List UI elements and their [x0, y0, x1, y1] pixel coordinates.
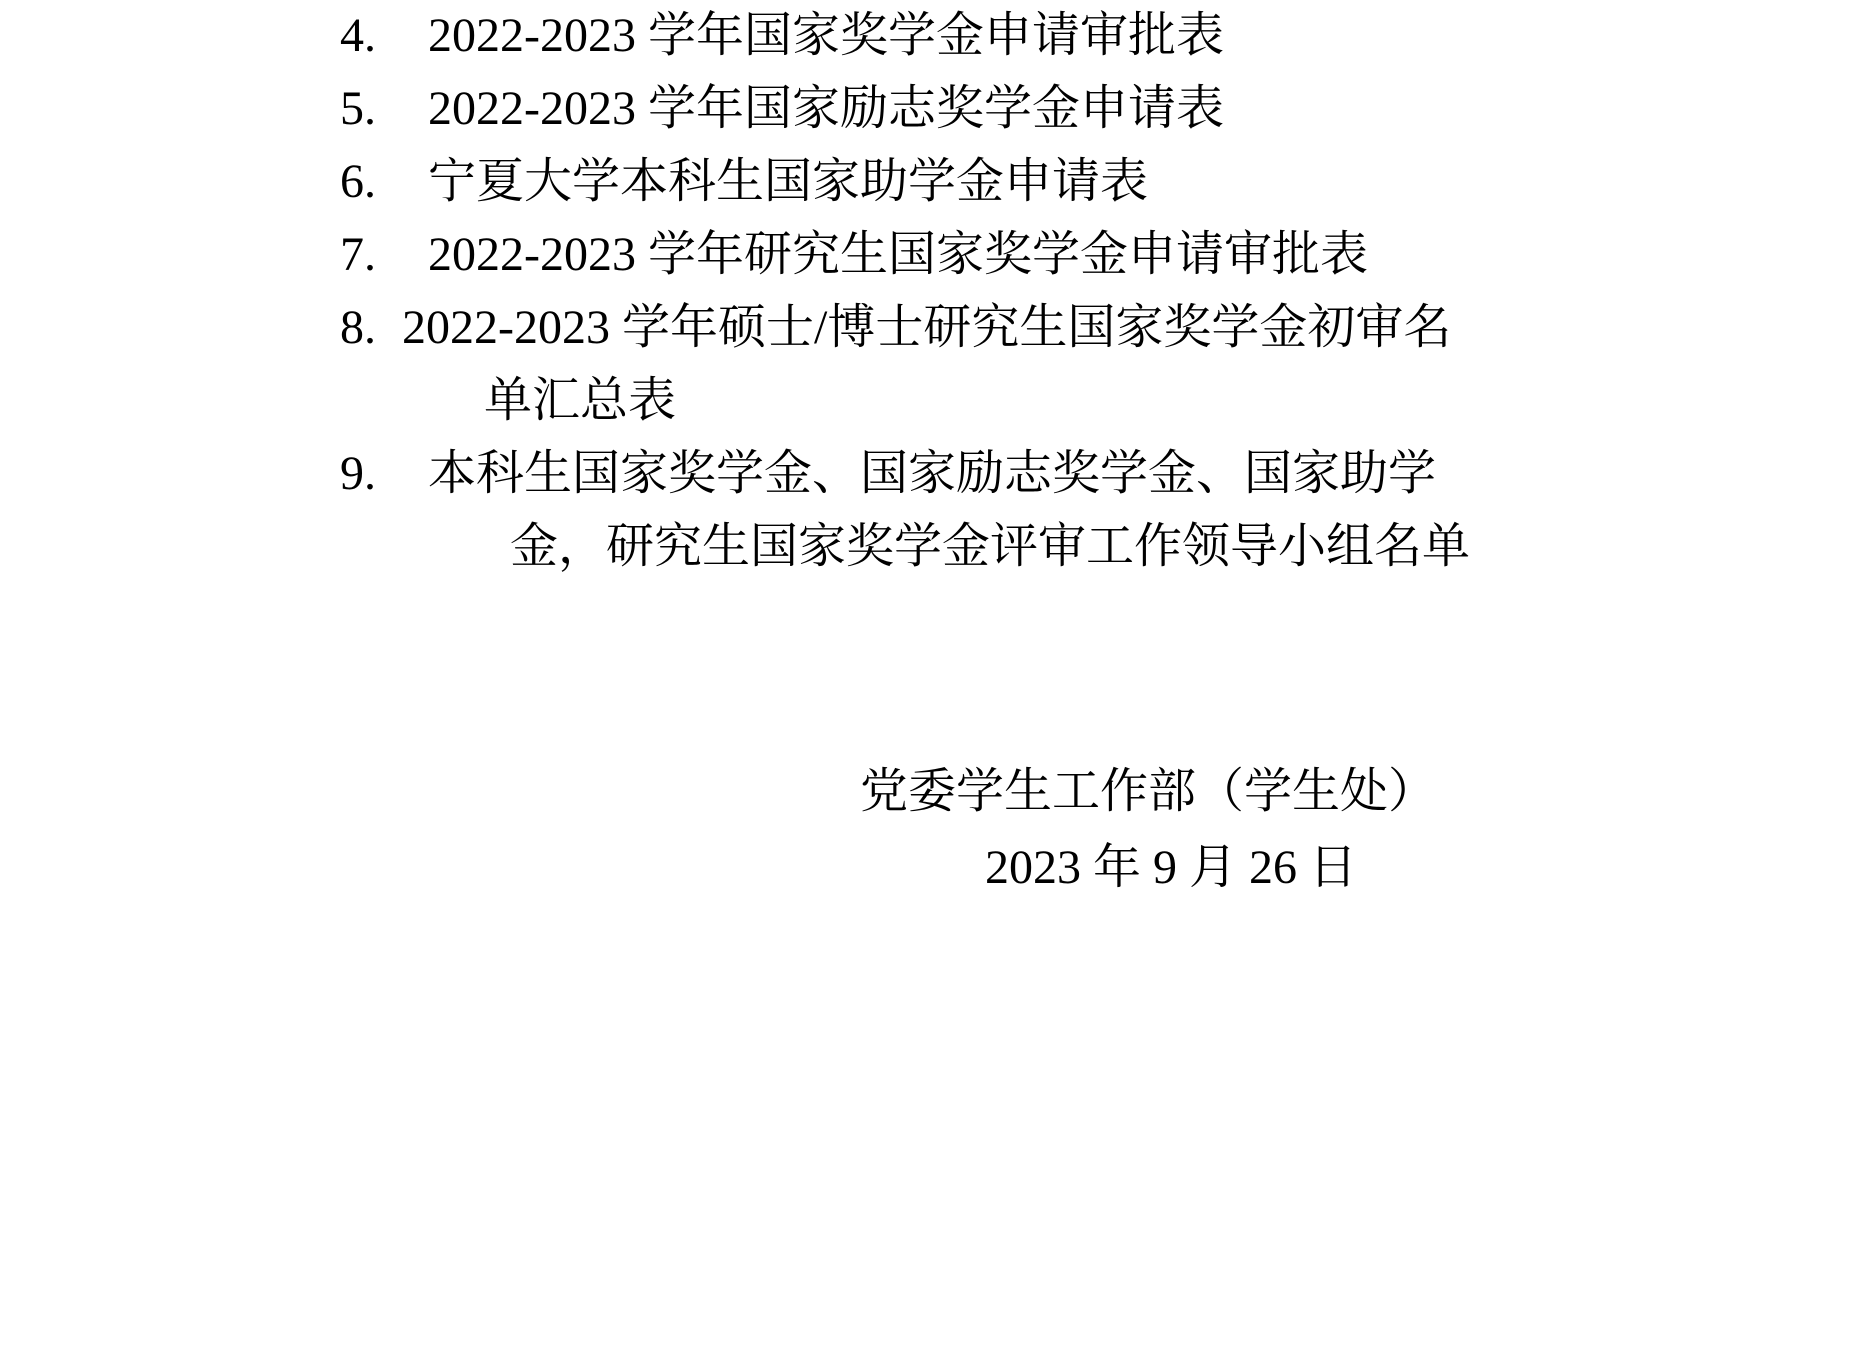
list-item — [0, 219, 1862, 292]
list-item-line-wrapped: 单汇总表 — [484, 373, 677, 427]
list-item-number: 7. — [340, 227, 376, 281]
list-item-label — [428, 438, 1470, 584]
attachment-list — [0, 0, 1862, 584]
list-item-number: 5. — [340, 81, 376, 135]
list-item — [0, 292, 1862, 438]
list-item-label — [402, 292, 1451, 438]
list-item-number: 4. — [340, 9, 376, 62]
list-item-number: 8. — [340, 300, 376, 354]
signature-date: 2023 年 9 月 26 日 — [985, 841, 1358, 895]
list-item — [0, 0, 1862, 73]
signature-block — [0, 754, 1862, 908]
list-item-line-wrapped: 金，研究生国家奖学金评审工作领导小组名单 — [510, 519, 1471, 573]
list-item-line: 2022-2023 学年硕士/博士研究生国家奖学金初审名 — [402, 300, 1452, 354]
list-item-line: 本科生国家奖学金、国家励志奖学金、国家助学 — [428, 446, 1437, 500]
list-item-number: 6. — [340, 154, 376, 208]
list-item-label: 2022-2023 学年国家奖学金申请审批表 — [428, 9, 1224, 62]
list-item-label: 2022-2023 学年国家励志奖学金申请表 — [428, 81, 1224, 135]
list-item — [0, 438, 1862, 584]
list-item-label: 宁夏大学本科生国家助学金申请表 — [428, 154, 1149, 208]
list-item-label: 2022-2023 学年研究生国家奖学金申请审批表 — [428, 227, 1368, 281]
signature-department: 党委学生工作部（学生处） — [860, 764, 1437, 818]
list-item — [0, 73, 1862, 146]
list-item-number: 9. — [340, 446, 376, 500]
list-item — [0, 146, 1862, 219]
